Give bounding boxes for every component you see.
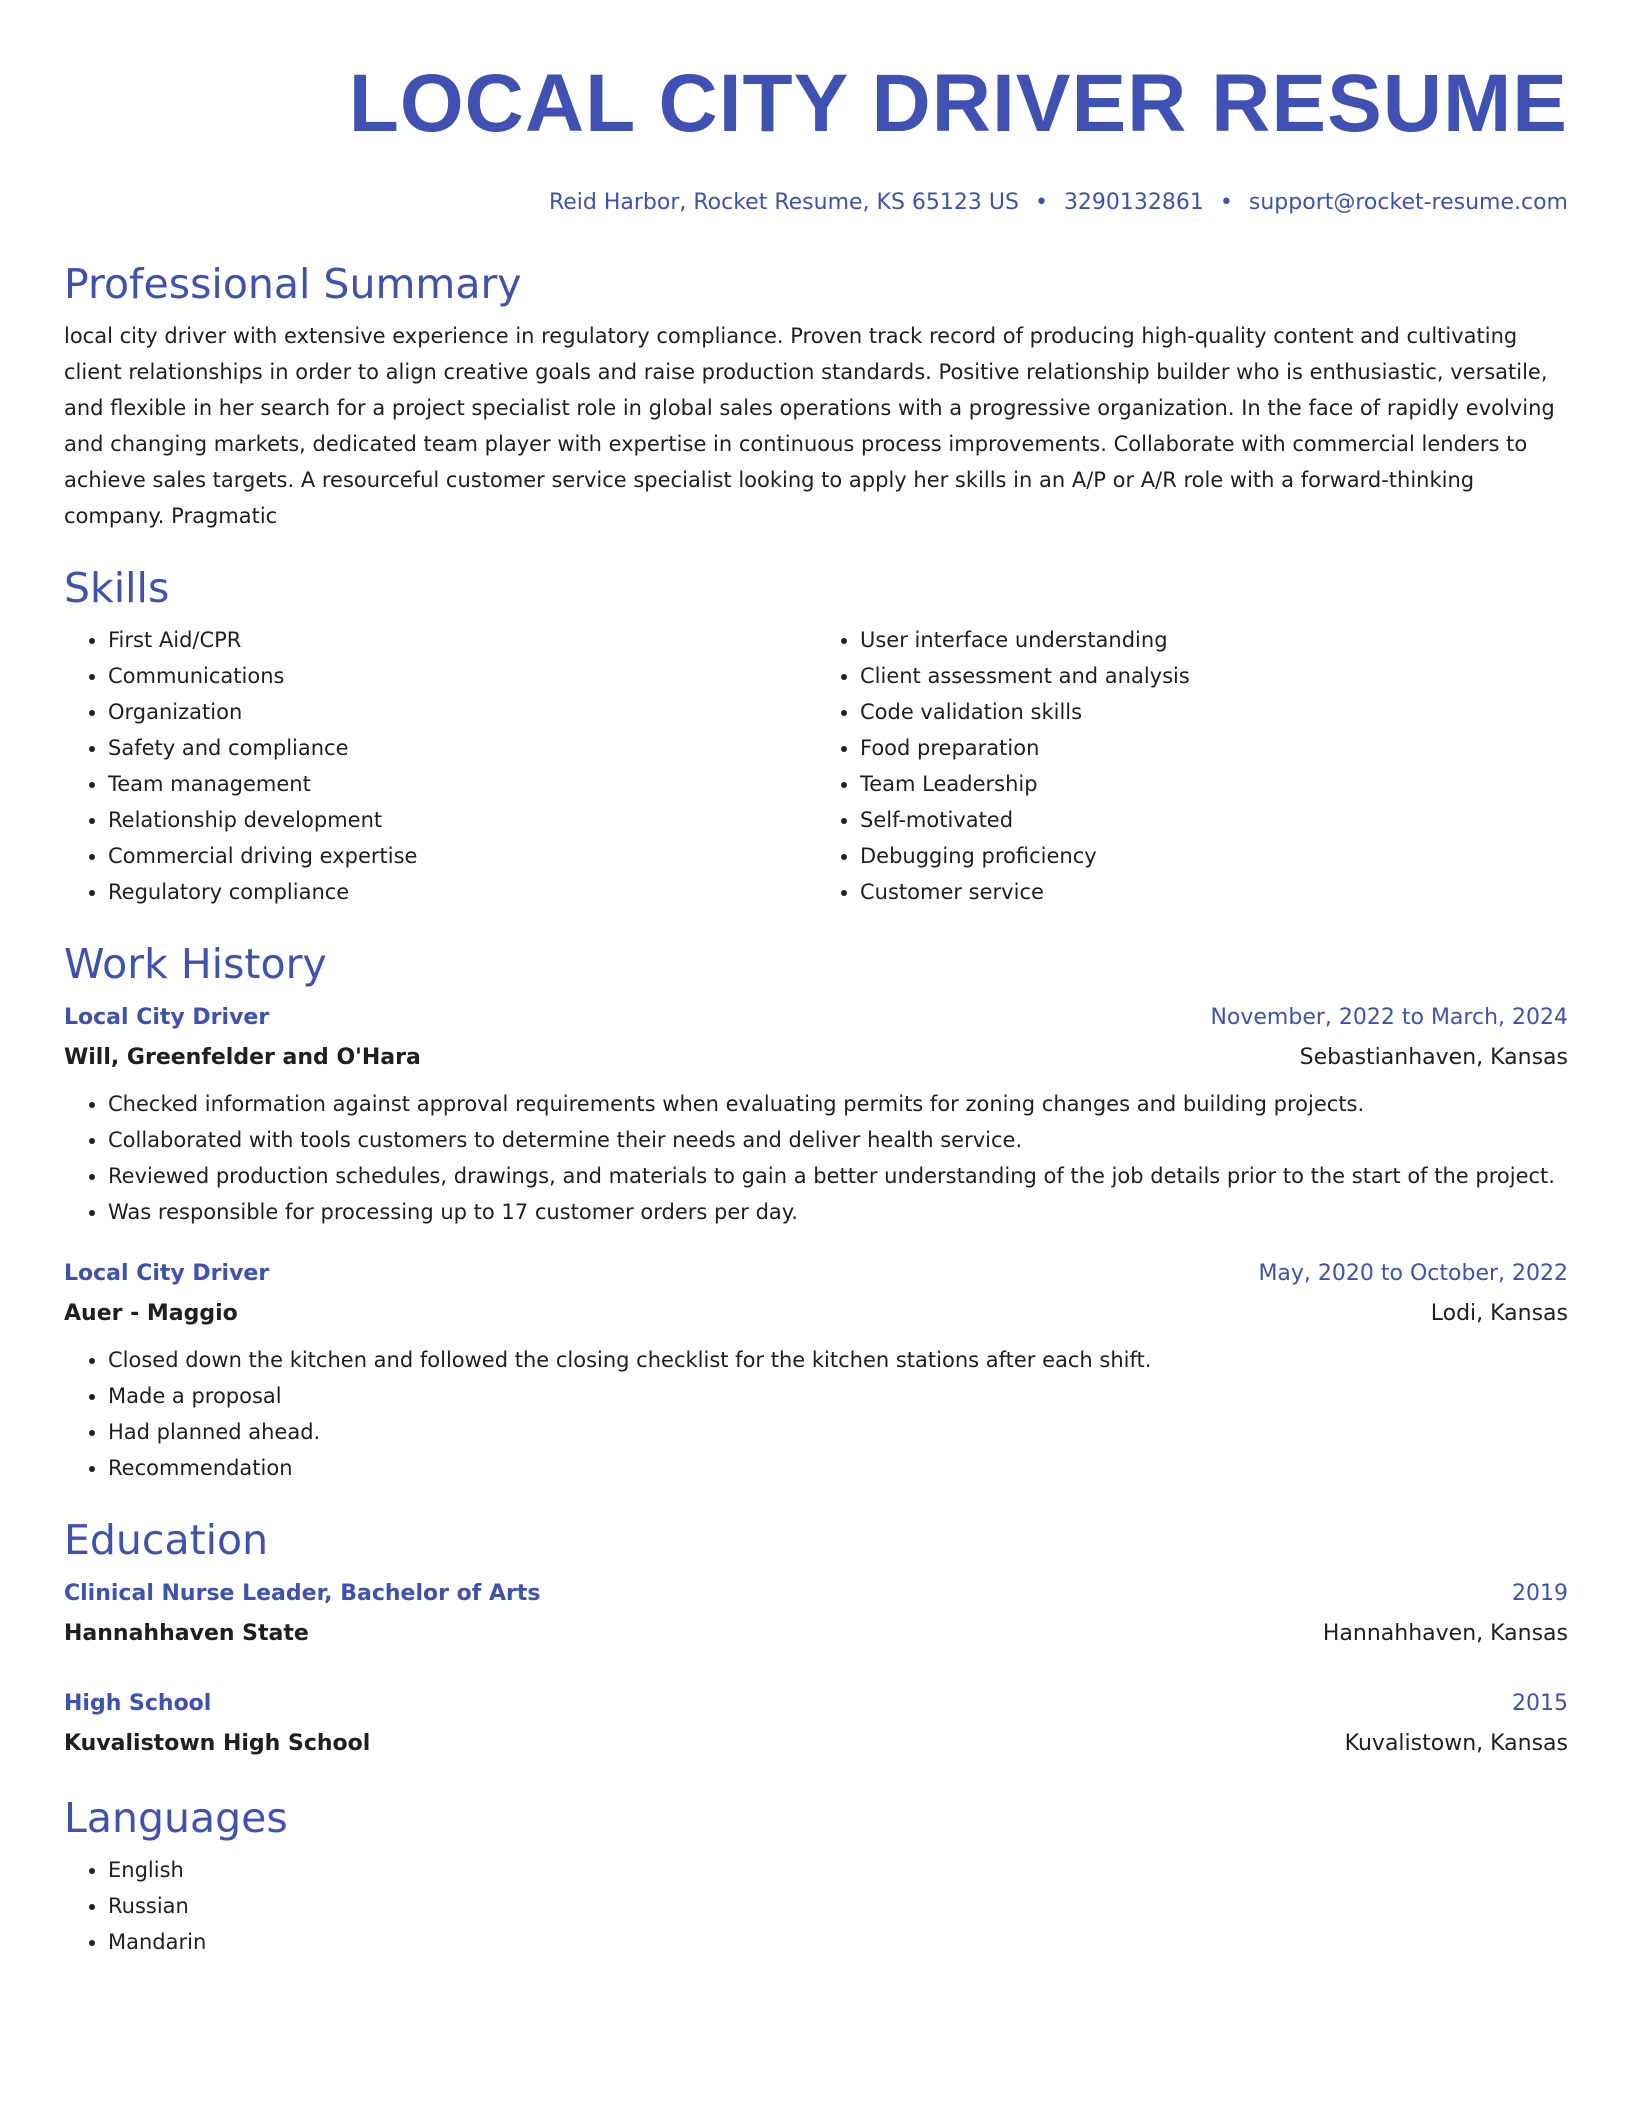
skill-item: • Regulatory compliance — [108, 874, 816, 910]
job-dates: November, 2022 to March, 2024 — [1210, 1005, 1568, 1030]
job-duty: • Recommendation — [108, 1450, 1568, 1486]
job-dates: May, 2020 to October, 2022 — [1258, 1261, 1568, 1286]
contact-email: support@rocket-resume.com — [1248, 190, 1568, 215]
skill-item: • Debugging proficiency — [860, 838, 1568, 874]
resume-title: LOCAL CITY DRIVER RESUME — [348, 58, 1568, 149]
skill-item: • Customer service — [860, 874, 1568, 910]
skill-item: • Commercial driving expertise — [108, 838, 816, 874]
job-duty: • Checked information against approval requirements when evaluating permits for zoning changes and building projects. — [108, 1086, 1568, 1122]
skills-heading: Skills — [64, 564, 170, 612]
language-item: • Russian — [108, 1888, 1568, 1924]
skill-item: • Team Leadership — [860, 766, 1568, 802]
education-degree-row — [64, 1574, 1568, 1614]
skill-item: • User interface understanding — [860, 622, 1568, 658]
job-employer-row — [64, 1294, 1568, 1334]
education-location: Kuvalistown, Kansas — [1344, 1731, 1568, 1756]
education-school-row — [64, 1724, 1568, 1764]
languages-heading: Languages — [64, 1794, 288, 1842]
education-entry — [64, 1574, 1568, 1654]
contact-phone: 3290132861 — [1063, 190, 1204, 215]
skill-item: • Code validation skills — [860, 694, 1568, 730]
skills-list — [64, 622, 1568, 910]
job-title: Local City Driver — [64, 1005, 270, 1030]
skills-column-left — [64, 622, 816, 910]
job-location: Sebastianhaven, Kansas — [1299, 1045, 1568, 1070]
separator-dot: • — [1034, 190, 1048, 215]
summary-text: local city driver with extensive experience in regulatory compliance. Proven track record of producing high-quality content and cultivating client relationships in order to align creative goals and raise production standards. Positive relationship builder who is enthusiastic, versatile, and flexible in her search for a project specialist role in global sales operations with a progressive organization. In the face of rapidly evolving and changing markets, dedicated team player with expertise in continuous process improvements. Collaborate with commercial lenders to achieve sales targets. A resourceful customer service specialist looking to apply her skills in an A/P or A/R role with a forward-thinking company. Pragmatic — [64, 324, 1555, 528]
language-item: • English — [108, 1852, 1568, 1888]
job-duty: • Reviewed production schedules, drawings, and materials to gain a better understanding of the job details prior to the start of the project. — [108, 1158, 1568, 1194]
job-employer-row — [64, 1038, 1568, 1078]
job-duties — [64, 1342, 1568, 1486]
skill-item: • Relationship development — [108, 802, 816, 838]
job-duty: • Was responsible for processing up to 17 customer orders per day. — [108, 1194, 1568, 1230]
skill-item: • First Aid/CPR — [108, 622, 816, 658]
skill-item: • Communications — [108, 658, 816, 694]
education-school: Hannahhaven State — [64, 1621, 309, 1646]
skill-item: • Self-motivated — [860, 802, 1568, 838]
skill-item: • Safety and compliance — [108, 730, 816, 766]
job-title: Local City Driver — [64, 1261, 270, 1286]
job-duty: • Had planned ahead. — [108, 1414, 1568, 1450]
skill-item: • Team management — [108, 766, 816, 802]
education-school-row — [64, 1614, 1568, 1654]
job-location: Lodi, Kansas — [1430, 1301, 1568, 1326]
job-employer: Auer - Maggio — [64, 1301, 238, 1326]
education-school: Kuvalistown High School — [64, 1731, 371, 1756]
skill-item: • Client assessment and analysis — [860, 658, 1568, 694]
education-heading: Education — [64, 1516, 269, 1564]
education-degree-row — [64, 1684, 1568, 1724]
contact-line — [64, 188, 1568, 218]
skill-item: • Organization — [108, 694, 816, 730]
skill-item: • Food preparation — [860, 730, 1568, 766]
work-heading: Work History — [64, 940, 327, 988]
job-employer: Will, Greenfelder and O'Hara — [64, 1045, 421, 1070]
job-entry — [64, 1254, 1568, 1486]
summary-heading: Professional Summary — [64, 260, 522, 308]
job-duty: • Collaborated with tools customers to determine their needs and deliver health service. — [108, 1122, 1568, 1158]
language-item: • Mandarin — [108, 1924, 1568, 1960]
education-location: Hannahhaven, Kansas — [1322, 1621, 1568, 1646]
job-title-row — [64, 998, 1568, 1038]
education-year: 2019 — [1512, 1581, 1568, 1606]
education-entry — [64, 1684, 1568, 1764]
job-duty: • Closed down the kitchen and followed the closing checklist for the kitchen stations after each shift. — [108, 1342, 1568, 1378]
languages-list — [64, 1852, 1568, 1960]
job-entry — [64, 998, 1568, 1230]
skills-column-right — [816, 622, 1568, 910]
contact-address: Reid Harbor, Rocket Resume, KS 65123 US — [548, 190, 1019, 215]
job-title-row — [64, 1254, 1568, 1294]
education-degree: Clinical Nurse Leader, Bachelor of Arts — [64, 1581, 541, 1606]
separator-dot: • — [1219, 190, 1233, 215]
job-duty: • Made a proposal — [108, 1378, 1568, 1414]
job-duties — [64, 1086, 1568, 1230]
education-year: 2015 — [1512, 1691, 1568, 1716]
education-degree: High School — [64, 1691, 212, 1716]
